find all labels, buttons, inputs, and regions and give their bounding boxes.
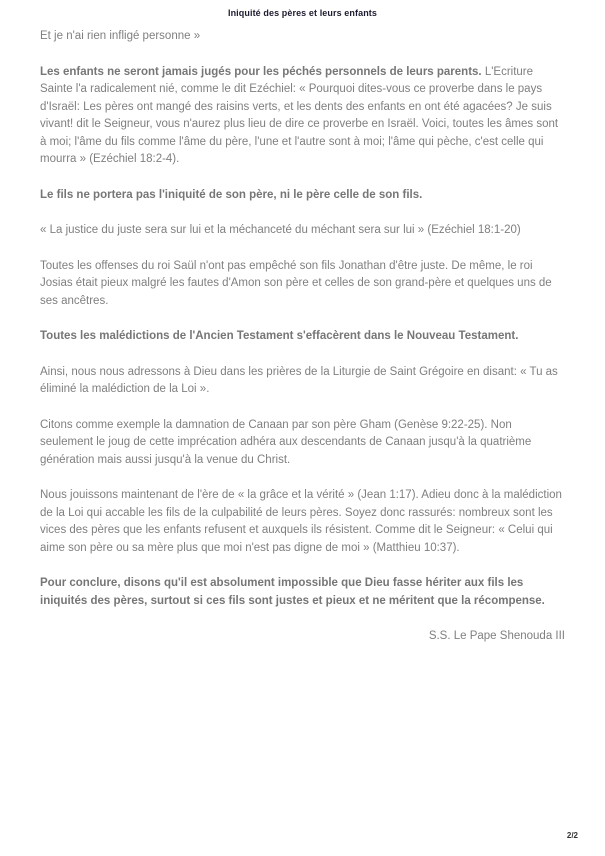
bold-statement-son-iniquity: Le fils ne portera pas l'iniquité de son père, ni le père celle de son fils.	[40, 188, 423, 201]
paragraph-rest: L'Ecriture Sainte l'a radicalement nié, comme le dit Ezéchiel: « Pourquoi dites-vous ce proverbe dans le pays d'Israël: Les pères ont mangé des raisins verts, et les dents des enfants en ont été agacées? Je suis vivant! dit le Seigneur, vous n'aurez plus lieu de dire ce proverbe en Israël. Voici, toutes les âmes sont à moi; l'âme du fils comme l'âme du père, l'une et l'autre sont à moi; l'âme qui pèche, c'est celle qui mourra » (Ezéchiel 18:2-4).	[40, 65, 559, 165]
body-paragraph-canaan: Citons comme exemple la damnation de Canaan par son père Gham (Genèse 9:22-25). Non seulement le joug de cette imprécation adhéra aux descendants de Canaan jusqu'à la quatrième génération mais aussi jusqu'à la venue du Christ.	[40, 418, 532, 466]
opening-quote-line: Et je n'ai rien infligé personne »	[40, 30, 201, 42]
body-paragraph-grace-verite: Nous jouissons maintenant de l'ère de « la grâce et la vérité » (Jean 1:17). Adieu donc à la malédiction de la Loi qui accable les fils de la culpabilité de leurs pères. Soyez donc rassurés: nombreux sont les vices des pères que les enfants refusent et auxquels ils résistent. Comme dit le Seigneur: « Celui qui aime son père ou sa mère plus que moi n'est pas digne de moi » (Matthieu 10:37).	[40, 489, 562, 554]
body-paragraph-saul-josias: Toutes les offenses du roi Saül n'ont pas empêché son fils Jonathan d'être juste. De même, le roi Josias était pieux malgré les fautes d'Amon son père et celles de son grand-père et quelques uns de ses ancêtres.	[40, 259, 552, 307]
bold-statement-conclusion: Pour conclure, disons qu'il est absolument impossible que Dieu fasse hériter aux fils les iniquités des pères, surtout si ces fils sont justes et pieux et ne méritent que la récompense.	[40, 577, 545, 607]
bold-lead-statement: Les enfants ne seront jamais jugés pour les péchés personnels de leurs parents.	[40, 65, 482, 78]
bold-statement-maledictions: Toutes les malédictions de l'Ancien Testament s'effacèrent dans le Nouveau Testament.	[40, 330, 519, 342]
body-paragraph-liturgie: Ainsi, nous nous adressons à Dieu dans les prières de la Liturgie de Saint Grégoire en disant: « Tu as éliminé la malédiction de la Loi ».	[40, 365, 558, 395]
document-title: Iniquité des pères et leurs enfants	[227, 8, 378, 18]
page-number: 2/2	[566, 831, 578, 840]
body-paragraph-justice-quote: « La justice du juste sera sur lui et la méchanceté du méchant sera sur lui » (Ezéchiel 18:1-20)	[40, 224, 521, 236]
author-signature: S.S. Le Pape Shenouda III	[428, 630, 565, 642]
body-paragraph-scripture-ezechiel	[40, 64, 565, 169]
document-body	[40, 28, 565, 664]
